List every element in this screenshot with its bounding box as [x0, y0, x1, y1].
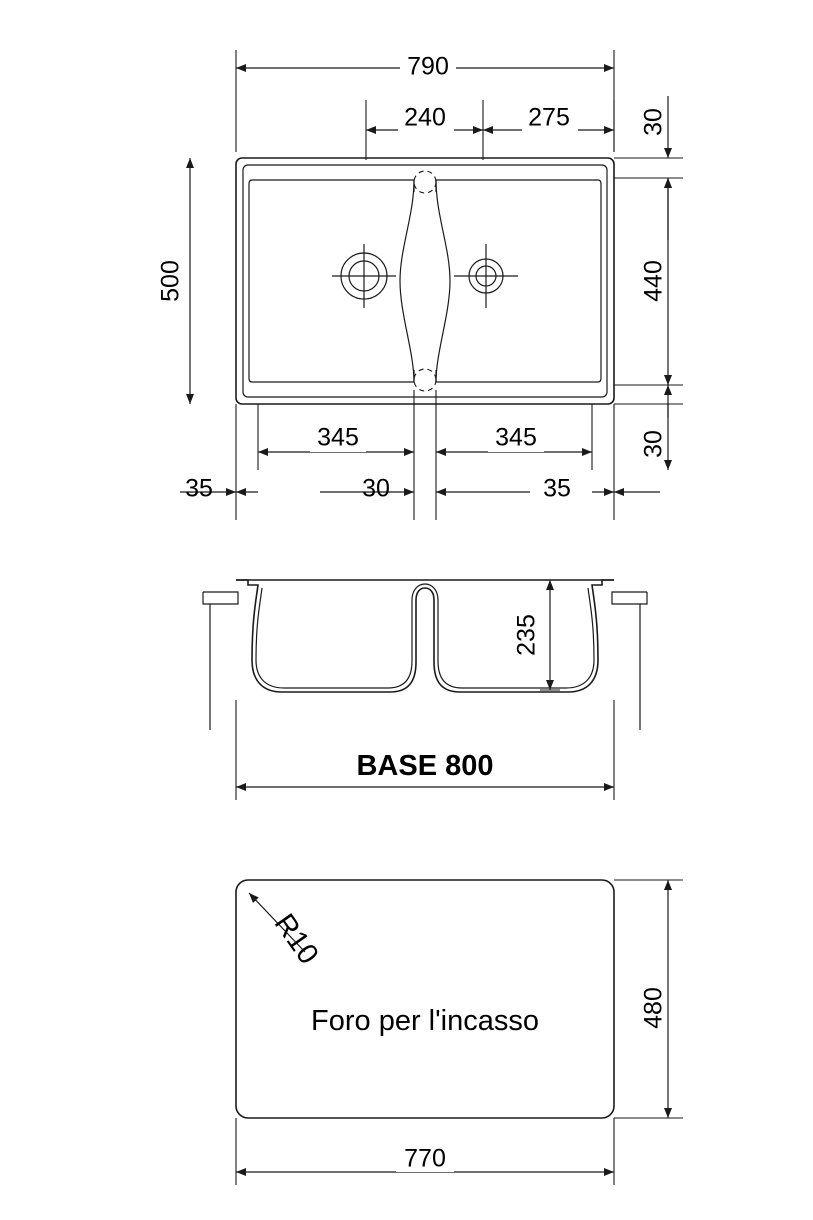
section-view-geometry — [203, 580, 647, 730]
dim-label-bowl-depth: 235 — [512, 614, 541, 656]
dim-label-tap-hole-left-offset: 240 — [404, 103, 446, 132]
dim-label-overall-width: 790 — [407, 52, 449, 81]
dim-label-cutout-width: 770 — [404, 1144, 446, 1173]
dim-label-tap-hole-spacing: 275 — [528, 103, 570, 132]
top-view-geometry — [236, 158, 614, 404]
dim-label-cutout-height: 480 — [639, 987, 668, 1029]
dim-label-center-divider: 30 — [362, 474, 390, 503]
dim-label-left-margin: 35 — [185, 474, 213, 503]
dim-label-right-margin: 35 — [543, 474, 571, 503]
dim-label-bottom-edge-margin: 30 — [639, 430, 668, 458]
label-cutout-caption: Foro per l'incasso — [311, 1005, 539, 1037]
dim-label-inner-depth: 440 — [639, 260, 668, 302]
label-corner-radius: R10 — [267, 908, 325, 971]
dim-label-right-bowl-width: 345 — [495, 423, 537, 452]
dim-label-left-bowl-width: 345 — [317, 423, 359, 452]
dim-margins — [180, 404, 660, 520]
dim-label-top-edge-margin: 30 — [639, 108, 668, 136]
label-base-width: BASE 800 — [356, 750, 494, 782]
dim-bowl-depth — [540, 580, 560, 690]
dim-bowl-widths — [258, 390, 592, 520]
dim-label-overall-depth: 500 — [156, 260, 185, 302]
